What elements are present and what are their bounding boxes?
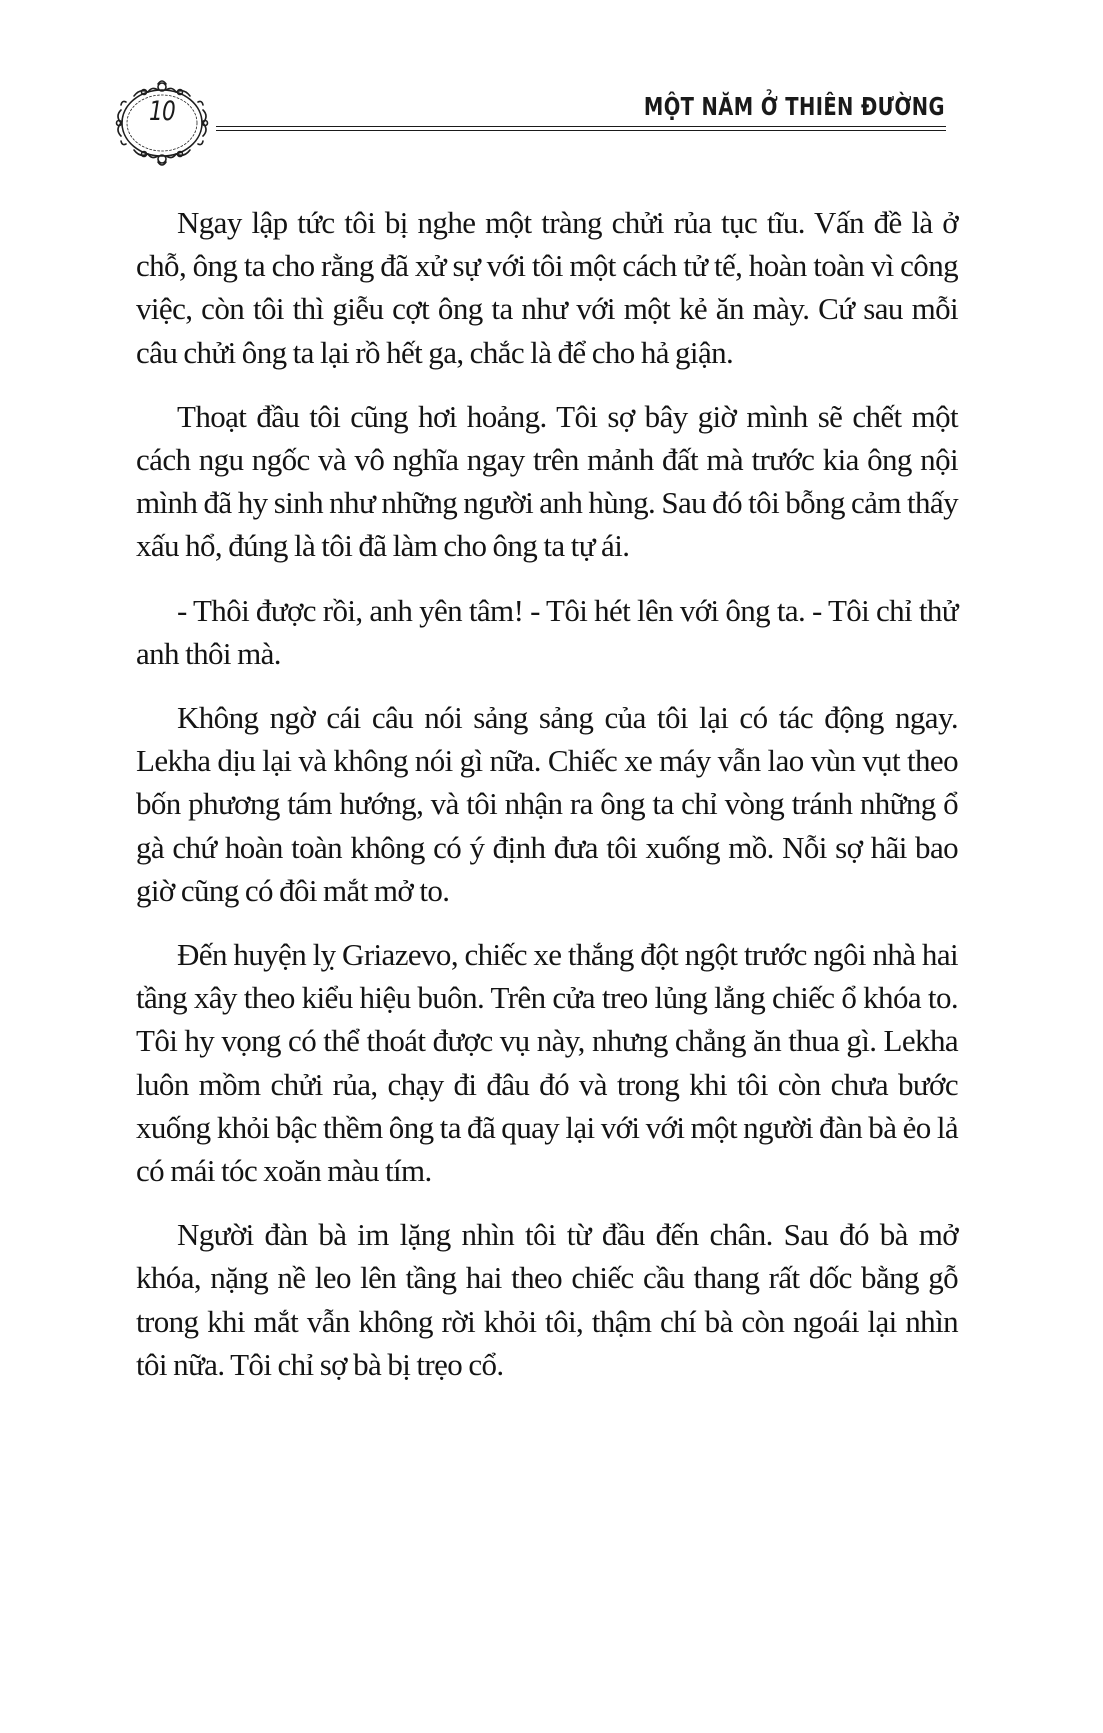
page-number: 10 xyxy=(149,96,175,127)
paragraph: Ngay lập tức tôi bị nghe một tràng chửi rủa tục tĩu. Vấn đề là ở chỗ, ông ta cho rằng đã xử sự với tôi một cách tử tế, hoàn toàn vì công việc, còn tôi thì giễu cợt ông ta như với một kẻ ăn mày. Cứ sau mỗi câu chửi ông ta lại rồ hết ga, chắc là để cho hả giận. xyxy=(136,205,958,370)
header-rule xyxy=(216,126,946,131)
paragraph: Đến huyện lỵ Griazevo, chiếc xe thắng đột ngột trước ngôi nhà hai tầng xây theo kiểu hiệu buôn. Trên cửa treo lủng lẳng chiếc ổ khóa to. Tôi hy vọng có thể thoát được vụ này, nhưng chẳng ăn thua gì. Lekha luôn mồm chửi rủa, chạy đi đâu đó và trong khi tôi còn chưa bước xuống khỏi bậc thềm ông ta đã quay lại với với một người đàn bà ẻo lả có mái tóc xoăn màu tím. xyxy=(136,937,958,1189)
body-text xyxy=(136,201,958,1407)
paragraph: Người đàn bà im lặng nhìn tôi từ đầu đến chân. Sau đó bà mở khóa, nặng nề leo lên tầng hai theo chiếc cầu thang rất dốc bằng gỗ trong khi mắt vẫn không rời khỏi tôi, thậm chí bà còn ngoái lại nhìn tôi nữa. Tôi chỉ sợ bà bị trẹo cổ. xyxy=(136,1217,958,1382)
paragraph: Không ngờ cái câu nói sảng sảng của tôi lại có tác động ngay. Lekha dịu lại và không nói gì nữa. Chiếc xe máy vẫn lao vùn vụt theo bốn phương tám hướng, và tôi nhận ra ông ta chỉ vòng tránh những ổ gà chứ hoàn toàn không có ý định đưa tôi xuống mồ. Nỗi sợ hãi bao giờ cũng có đôi mắt mở to. xyxy=(136,700,958,908)
running-title: MỘT NĂM Ở THIÊN ĐƯỜNG xyxy=(644,92,945,121)
paragraph: Thoạt đầu tôi cũng hơi hoảng. Tôi sợ bây giờ mình sẽ chết một cách ngu ngốc và vô nghĩa ngay trên mảnh đất mà trước kia ông nội mình đã hy sinh như những người anh hùng. Sau đó tôi bỗng cảm thấy xấu hổ, đúng là tôi đã làm cho ông ta tự ái. xyxy=(136,398,958,564)
dialogue-paragraph: - Thôi được rồi, anh yên tâm! - Tôi hét lên với ông ta. - Tôi chỉ thử anh thôi mà. xyxy=(136,592,958,671)
